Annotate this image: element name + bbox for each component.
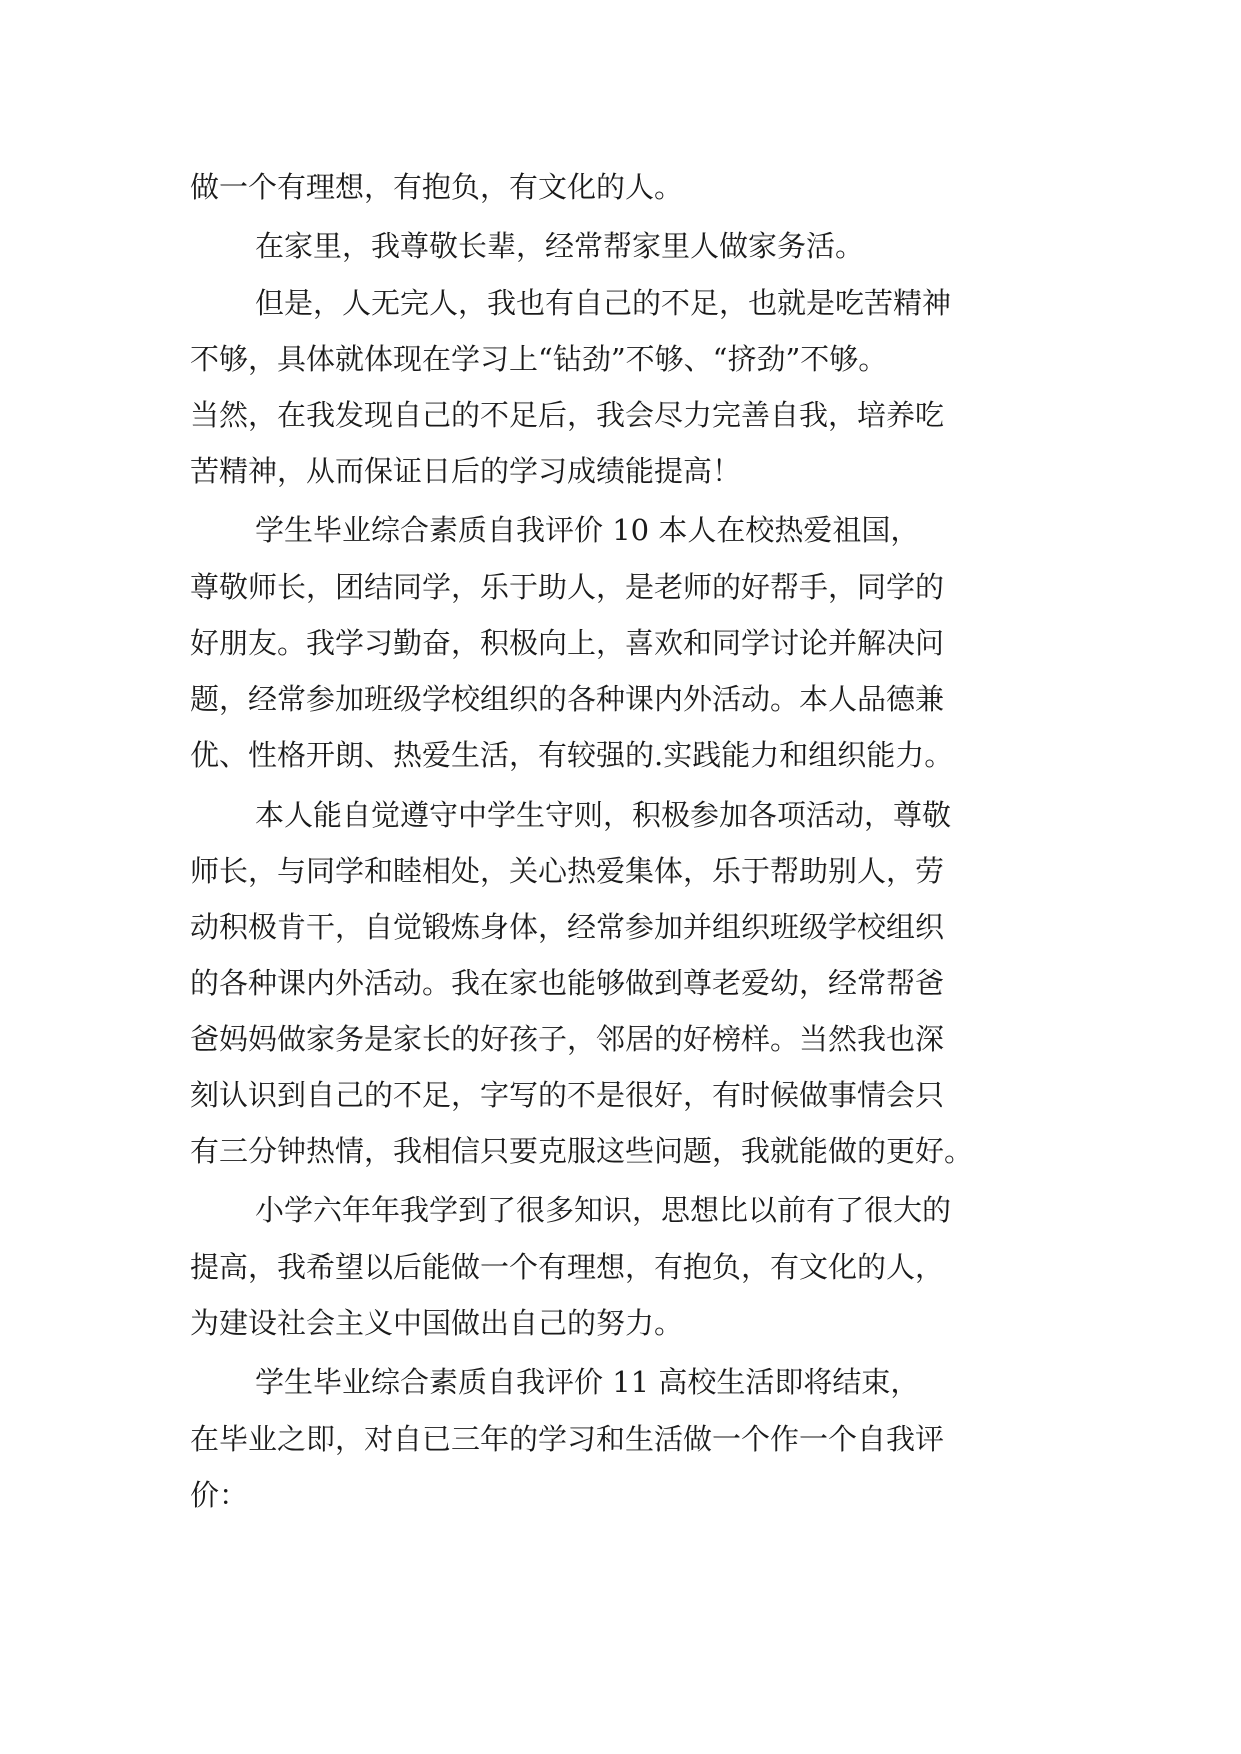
text-line: 做一个有理想，有抱负，有文化的人。 — [190, 170, 684, 204]
text-line: 提高，我希望以后能做一个有理想，有抱负，有文化的人， — [190, 1250, 945, 1284]
text-line: 但是，人无完人，我也有自己的不足，也就是吃苦精神 — [255, 286, 952, 320]
text-line: 题，经常参加班级学校组织的各种课内外活动。本人品德兼 — [190, 682, 945, 716]
text-line: 价： — [190, 1478, 249, 1512]
text-line: 小学六年年我学到了很多知识，思想比以前有了很大的 — [255, 1193, 952, 1227]
text-line: 尊敬师长，团结同学，乐于助人，是老师的好帮手，同学的 — [190, 570, 945, 604]
text-line: 的各种课内外活动。我在家也能够做到尊老爱幼，经常帮爸 — [190, 966, 945, 1000]
text-line: 有三分钟热情，我相信只要克服这些问题，我就能做的更好。 — [190, 1134, 974, 1168]
text-line: 动积极肯干，自觉锻炼身体，经常参加并组织班级学校组织 — [190, 910, 945, 944]
text-line: 不够，具体就体现在学习上“钻劲”不够、“挤劲”不够。 — [190, 342, 888, 376]
text-line: 优、性格开朗、热爱生活，有较强的.实践能力和组织能力。 — [190, 738, 954, 772]
text-line: 本人能自觉遵守中学生守则，积极参加各项活动，尊敬 — [255, 798, 952, 832]
text-line: 为建设社会主义中国做出自己的努力。 — [190, 1306, 684, 1340]
text-line: 学生毕业综合素质自我评价 11 高校生活即将结束， — [255, 1365, 920, 1399]
text-line: 苦精神，从而保证日后的学习成绩能提高！ — [190, 454, 742, 488]
text-line: 刻认识到自己的不足，字写的不是很好，有时候做事情会只 — [190, 1078, 945, 1112]
text-line: 在家里，我尊敬长辈，经常帮家里人做家务活。 — [255, 229, 865, 263]
text-line: 学生毕业综合素质自我评价 10 本人在校热爱祖国， — [255, 513, 920, 547]
text-line: 当然，在我发现自己的不足后，我会尽力完善自我，培养吃 — [190, 398, 945, 432]
text-line: 师长，与同学和睦相处，关心热爱集体，乐于帮助别人，劳 — [190, 854, 945, 888]
text-line: 爸妈妈做家务是家长的好孩子，邻居的好榜样。当然我也深 — [190, 1022, 945, 1056]
text-line: 在毕业之即，对自已三年的学习和生活做一个作一个自我评 — [190, 1422, 945, 1456]
text-line: 好朋友。我学习勤奋，积极向上，喜欢和同学讨论并解决问 — [190, 626, 945, 660]
